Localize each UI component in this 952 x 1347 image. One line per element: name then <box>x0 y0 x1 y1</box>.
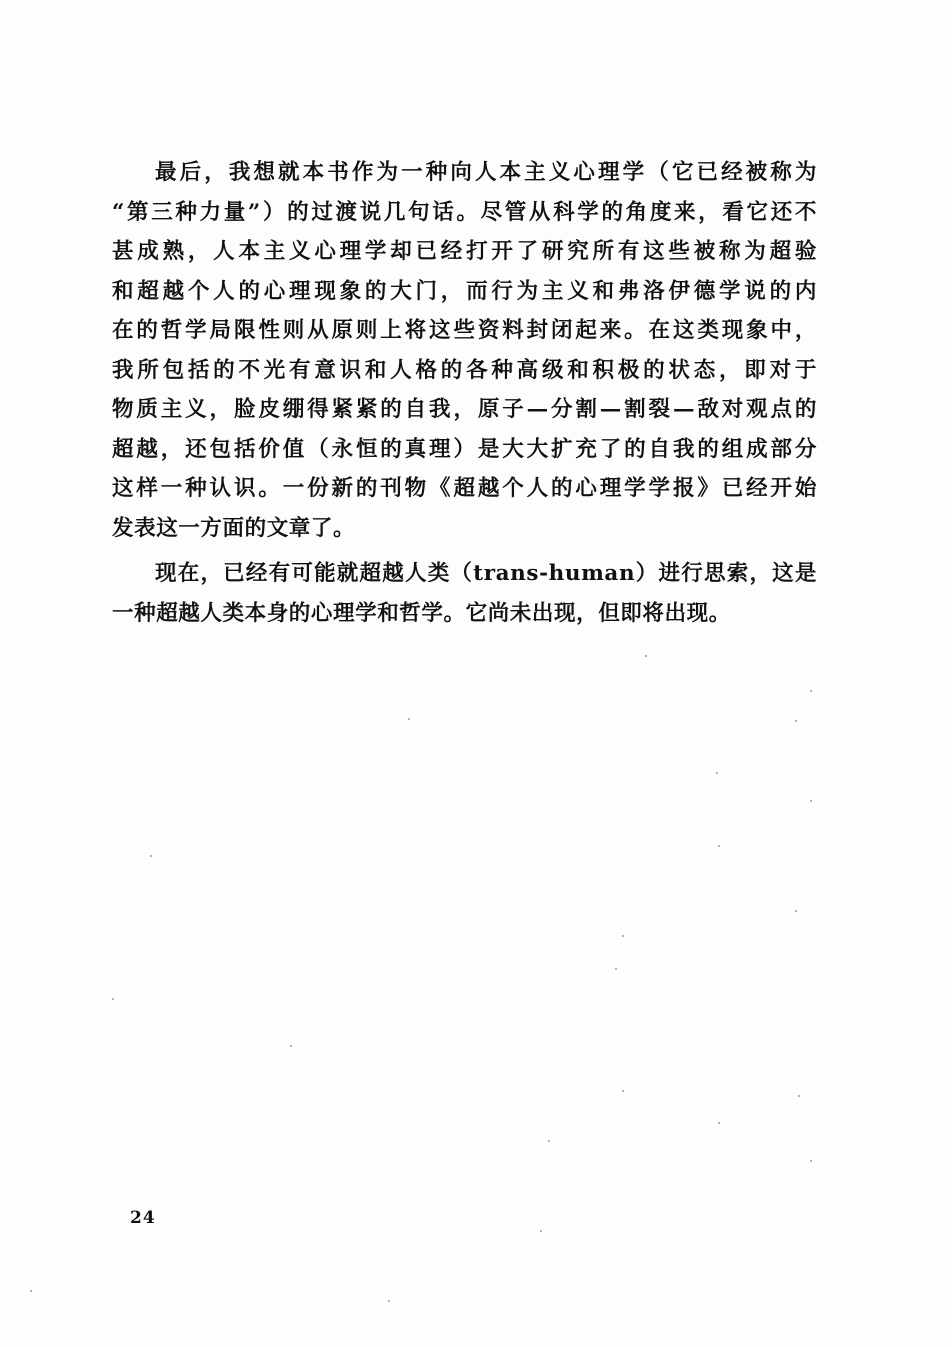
text-line: 我所包括的不光有意识和人格的各种高级和积极的状态，即对于 <box>112 357 817 383</box>
text-line: “第三种力量”）的过渡说几句话。尽管从科学的角度来，看它还不 <box>112 199 817 225</box>
scan-speck <box>622 935 624 937</box>
scan-speck <box>615 968 617 970</box>
text-line: 在的哲学局限性则从原则上将这些资料封闭起来。在这类现象中， <box>112 318 817 343</box>
scan-speck <box>718 845 720 847</box>
text-line: 物质主义，脸皮绷得紧紧的自我，原子—分割—割裂—敌对观点的 <box>112 397 817 422</box>
scan-speck <box>810 690 812 692</box>
scan-speck <box>645 655 647 657</box>
scan-speck <box>810 1160 812 1162</box>
text-line: 一种超越人类本身的心理学和哲学。它尚未出现，但即将出现。 <box>112 600 731 626</box>
scan-speck <box>548 1140 550 1142</box>
body-text <box>112 153 817 633</box>
text-line: 现在，已经有可能就超越人类（trans-human）进行思索，这是 <box>155 561 817 586</box>
text-line: 发表这一方面的文章了。 <box>112 515 356 541</box>
scan-speck <box>810 800 812 802</box>
page-number: 24 <box>130 1208 156 1228</box>
text-line: 甚成熟，人本主义心理学却已经打开了研究所有这些被称为超验 <box>112 239 817 264</box>
scan-speck <box>150 855 152 857</box>
text-line: 超越，还包括价值（永恒的真理）是大大扩充了的自我的组成部分 <box>112 436 817 462</box>
scan-speck <box>290 1045 292 1047</box>
scan-speck <box>112 998 114 1000</box>
scan-speck <box>622 1090 624 1092</box>
scan-speck <box>408 718 410 720</box>
text-line: 最后，我想就本书作为一种向人本主义心理学（它已经被称为 <box>155 160 817 185</box>
paragraph-2 <box>112 554 817 633</box>
scan-speck <box>540 1230 542 1232</box>
text-line: 和超越个人的心理现象的大门，而行为主义和弗洛伊德学说的内 <box>112 278 817 304</box>
scan-speck <box>718 1122 720 1124</box>
text-line: 这样一种认识。一份新的刊物《超越个人的心理学学报》已经开始 <box>112 476 817 501</box>
paragraph-1 <box>112 153 817 548</box>
scan-speck <box>716 772 718 774</box>
scan-speck <box>795 720 797 722</box>
scan-speck <box>795 910 797 912</box>
scan-speck <box>388 1300 390 1302</box>
scan-speck <box>30 1290 32 1292</box>
scan-speck <box>798 1095 800 1097</box>
